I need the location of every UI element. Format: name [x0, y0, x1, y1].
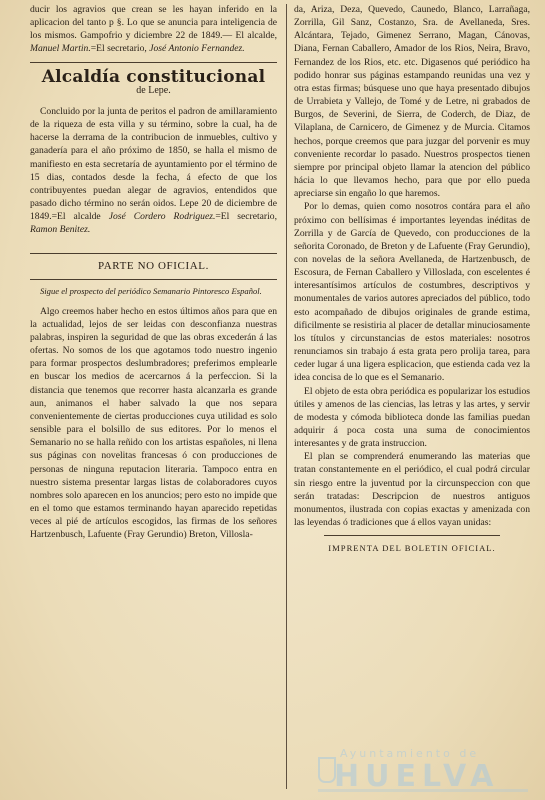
watermark-main: HUELVA	[334, 759, 500, 794]
intro-text: ducir los agravios que crean se les hayan inferido en la aplicacion del tanto p §. Lo que se anuncia para inteligencia de los mismos. Gampofrio y diciembre 22 de 1849.—	[30, 4, 277, 42]
watermark-top: Ayuntamiento de	[340, 747, 480, 760]
imprint-rule	[324, 535, 500, 536]
parte-title: PARTE NO OFICIAL.	[98, 259, 209, 272]
right-column	[294, 3, 530, 793]
column-rule	[286, 4, 287, 789]
algo-paragraph: Algo creemos haber hecho en estos últimos años para que en la actualidad, lejos de ser leidas con desconfianza nuestras palabras, inspiren la seguridad de que las obras excederán á las ofertas. No somos de los que agotamos todo nuestro ingenio para formar prospectos deslumbradores; preferimos emplearle en buscar los medios de acercarnos á la perfeccion. Si la distancia que tenemos que recorrer hasta alcanzarla es grande aun, animanos el haber salvado la que nos separa convenientemente de ciertas producciones cuya utilidad es solo sensible para el bolsillo de sus editores. Por lo menos el Semanario no se halla reñido con los artistas españoles, ni llena sus páginas con novelitas francesas ó con producciones de personas de ninguna reputacion literaria. Tampoco entra en nuestro sistema presentar largas listas de colaboradores cuyos nombres solo aparecen en los anuncios; pero esto no impide que en el tomo que estamos terminando hayan aparecido repetidas veces al pié de artículos escogidos, las firmas de los señores Hartzenbusch, Lafuente (Fray Gerundio) Breton, Villosla-	[30, 305, 277, 541]
lepe-sep: =El secretario,	[215, 211, 277, 223]
intro-paragraph	[30, 3, 277, 56]
alcaldia-title: Alcaldía constitucional	[41, 66, 266, 87]
continuation-paragraph: da, Ariza, Deza, Quevedo, Caunedo, Blanco, Larrañaga, Zorrilla, Gil Sanz, Costanzo, Sra. de Avellaneda, Sres. Alcántara, Tejado, Gimenez Serrano, Magan, Cánovas, Diana, Fernan Caballero, Amador de los Rios, Neira, Bravo, Fernandez de los Rios, etc. etc. Digasenos qué periódico ha podido honrar sus páginas estampando reunidas una vez y otra estas firmas; búsquese uno que haya presentado dibujos de Urrabieta y Vallejo, de Tomé y de Letre, ni grabados de Burgos, de Severini, de Sierra, de Coderch, de Diaz, de Vilaplana, de Carnicero, de Gimenez y de Murcia. Citamos hechos, porque creemos que para juzgar del porvenir es muy conveniente recordar lo pasado. Nuestros prospectos tienen siempre por principal objeto llamar la atencion del público hácia lo que llevamos hecho, para que por ello pueda apreciarse sin engaño lo que haremos.	[294, 4, 530, 200]
demas-paragraph: Por lo demas, quien como nosotros contára para el año próximo con bellísimas é importantes leyendas inéditas de Zorrilla y de García de Quevedo, con producciones de la señorita Coronado, de Breton y de Lafuente (Fray Gerundio), con novelas de la señora Avellaneda, de Hartzenbusch, de Escosura, de Fernan Caballero y Villoslada, con escelentes é interesantísimos artículos de costumbres, descriptivos y monumentales de varios autores apreciados del público, todo esto acompañado de dibujos originales de grande estima, dificilmente se resistiria al placer de detallar minuciosamente los títulos y circunstancias de estos materiales: nosotros renunciamos sin trabajo á esta grata pero prolija tarea, para ceder lugar á una ligera esplicacion, que estienda cada vez la idea concisa de lo que es el Semanario.	[294, 201, 530, 384]
divider	[30, 62, 277, 63]
lepe-paragraph	[30, 105, 277, 237]
objeto-paragraph: El objeto de esta obra periódica es popularizar los estudios útiles y amenos de las ciencias, las letras y las artes, y servir de modesta y cómoda biblioteca donde las familias puedan adquirir á poca costa una suma de conocimientos interesantes y de grata instruccion.	[294, 385, 530, 450]
alcaldia-place: de Lepe.	[136, 84, 171, 96]
plan-paragraph: El plan se comprenderá enumerando las materias que tratan constantemente en el periódico, el cual podrá circular sin riesgo entre la juventud por la circunspeccion con que serán tratadas: Descripcion de nuestros antiguos monumentos, ilustrada con copias exactas y amenizada con las leyendas ó tradiciones que á ellos vayan unidas:	[294, 451, 530, 529]
intro-secretario: José Antonio Fernandez.	[149, 43, 245, 55]
sigue-heading	[30, 286, 277, 297]
intro-sep: =El secretario,	[90, 43, 150, 55]
lepe-alcalde: José Cordero Rodriguez.	[108, 211, 216, 223]
intro-alcalde: Manuel Martin.	[30, 43, 91, 55]
imprint-line: IMPRENTA DEL BOLETIN OFICIAL.	[328, 543, 496, 554]
sigue-name: Semanario Pintoresco Español.	[150, 285, 262, 296]
sigue-lead: Sigue el prospecto del periódico	[40, 285, 151, 296]
lepe-text: Concluido por la junta de peritos el padron de amillaramiento de la riqueza de esta villa y su término, sobre la cual, ha de hacerse la derrama de la contribucion de inmuebles, cultivo y ganadería para el año próximo de 1850, se halla el mismo de manifiesto en esta secretaría de ayuntamiento por el término de 15 dias, contados desde la fecha, á efecto de que los contribuyentes puedan alegar de agravios, entendidos que pasado dicho término no serán oidos. Lepe 20 de diciembre de 1849.=El alcalde	[30, 105, 277, 223]
intro-sign-prefix: El alcalde,	[235, 30, 277, 42]
left-column	[30, 3, 277, 793]
section-top-rule	[30, 253, 277, 254]
lepe-secretario: Ramon Benitez.	[30, 224, 91, 236]
section-bottom-rule	[30, 279, 277, 280]
